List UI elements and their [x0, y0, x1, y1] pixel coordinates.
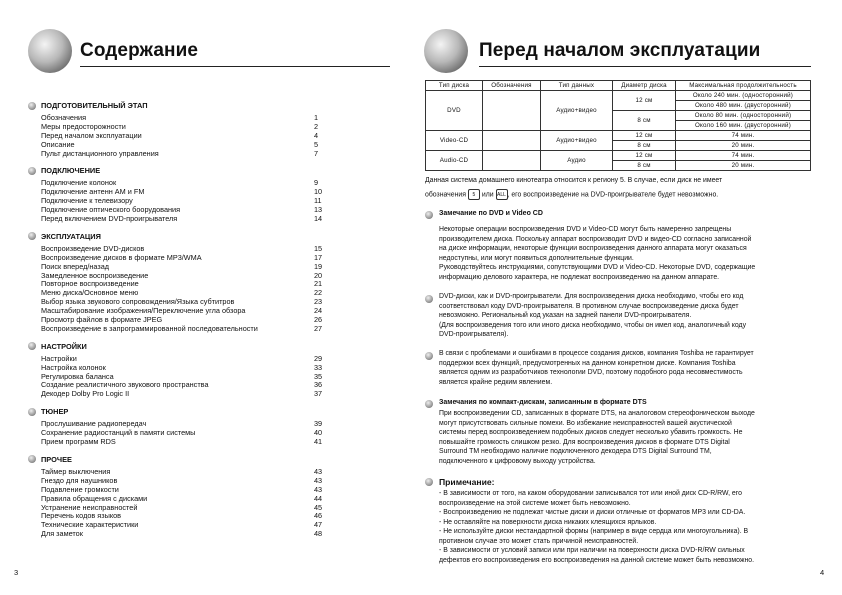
table-cell: Около 160 мин. (двусторонний) [676, 121, 811, 131]
toc-item-label: Технические характеристики [41, 521, 139, 530]
table-cell: 74 мин. [676, 151, 811, 161]
toc-item-label: Масштабирование изображения/Переключение угла обзора [41, 307, 246, 316]
paragraph-line: Некоторые операции воспроизведения DVD и Video-CD могут быть намеренно запрещены [439, 226, 732, 233]
bullet-icon [425, 211, 433, 219]
disc-type-table [425, 80, 811, 171]
paragraph-line: При воспроизведении CD, записанных в формате DTS, на аналоговом стереофоническом выходе [439, 410, 755, 417]
region-note-line [425, 189, 718, 200]
disc-logo-cell [483, 91, 541, 131]
table-cell: Video-CD [426, 131, 483, 151]
toc-item-label: Для заметок [41, 530, 83, 539]
region-5-icon: 5 [468, 189, 480, 200]
bullet-icon [425, 352, 433, 360]
toc-item-label: Подключение колонок [41, 179, 117, 188]
paragraph-line: производителем диска. Поскольку аппарат воспроизводит DVD и видео-CD согласно записанной [439, 235, 752, 243]
toc-item-page: 26 [314, 315, 323, 325]
paragraph-line: невозможно. Региональный код указан на задней панели DVD-проигрывателя. [439, 312, 692, 320]
toc-item-label: Устранение неисправностей [41, 503, 138, 512]
toc-item-label: Описание [41, 140, 75, 149]
paragraph-line: В связи с проблемами и ошибками в процессе создания дисков, компания Toshiba не гарантирует [439, 350, 754, 357]
toc-item-label: Подключение к телевизору [41, 197, 133, 206]
toc-item-page: 4 [314, 130, 319, 140]
paragraph-line: недоступны, или могут появиться дополнительные функции. [439, 254, 634, 262]
table-cell: Аудио+видео [541, 131, 613, 151]
toc-item-page: 41 [314, 437, 323, 447]
toc-item-label: Сохранение радиостанций в памяти системы [41, 429, 196, 438]
note-heading: Примечание: [439, 477, 495, 487]
table-row [426, 151, 811, 161]
toc-item-label: Меню диска/Основное меню [41, 289, 139, 298]
paragraph-line: - Воспроизведению не подлежат чистые диски и диски отличные от форматов MP3 или CD-DA. [439, 509, 746, 517]
paragraph-line: (Для воспроизведения того или иного диска необходимо, чтобы он имел код, аналогичный коду [439, 321, 747, 329]
toc-item-label: Прослушивание радиопередач [41, 420, 147, 429]
toc-item-page: 46 [314, 511, 323, 521]
header-rule [479, 66, 811, 67]
paragraph-line: противном случае это может стать причиной неисправностей. [439, 537, 639, 545]
region-note-text: или [481, 191, 494, 199]
note-paragraph [439, 225, 755, 282]
table-cell: 20 мин. [676, 161, 811, 171]
paragraph-line: подключенного к цифровому выходу устройства. [439, 457, 596, 465]
paragraph-line: информацию делового характера, не подлежат воспроизведению на данном аппарате. [439, 273, 720, 281]
table-header: Диаметр диска [613, 81, 676, 91]
paragraph-line: - В зависимости от условий записи или при наличии на поверхности диска DVD-R/RW сильных [439, 547, 745, 555]
toc-item-label: Настройки [41, 354, 77, 363]
paragraph-line: повышайте громкость слишком резко. Для воспроизведения дисков в формате DTS Digital [439, 438, 730, 446]
table-cell: Около 240 мин. (односторонний) [676, 91, 811, 101]
toc-item-label: Декодер Dolby Pro Logic II [41, 390, 130, 399]
table-cell: DVD [426, 91, 483, 131]
toc-item-page: 43 [314, 484, 323, 494]
paragraph-line: является крайне редким явлением. [439, 378, 553, 386]
table-header-row [426, 81, 811, 91]
page-number: 3 [14, 568, 19, 577]
table-cell: 8 см [613, 111, 676, 131]
toc-item-page: 35 [314, 371, 323, 381]
table-row [426, 91, 811, 101]
table-cell: Около 80 мин. (односторонний) [676, 111, 811, 121]
table-cell: 8 см [613, 161, 676, 171]
paragraph-line: Руководствуйтесь инструкциями, сопутствующими DVD и Video-CD. Некоторые DVD, содержащие [439, 264, 756, 272]
table-cell: Аудио+видео [541, 91, 613, 131]
toc-item-label: Подключение антенн AM и FM [41, 188, 145, 197]
note-heading: Замечание по DVD и Video CD [439, 210, 543, 217]
toc-item-page: 23 [314, 297, 323, 307]
toc-item-page: 24 [314, 306, 323, 316]
toc-item-page: 19 [314, 261, 323, 271]
toc-item-label: Подключение оптического боорудования [41, 206, 181, 215]
table-cell: Audio-CD [426, 151, 483, 171]
toc-item-label: Создание реалистичного звукового пространства [41, 381, 209, 390]
table-cell: Около 480 мин. (двусторонний) [676, 101, 811, 111]
toc-item-page: 37 [314, 389, 323, 399]
bullet-icon [425, 400, 433, 408]
toc-item-page: 40 [314, 428, 323, 438]
paragraph-line: на диске информации, некоторые функции воспроизведения данного аппарата могут оказаться [439, 245, 747, 253]
toc-item-page: 9 [314, 178, 319, 188]
toc-item-label: Обозначения [41, 114, 87, 122]
paragraph-line: является одним из разработчиков технологии DVD, поэтому подобного рода несовместимость [439, 369, 743, 377]
toc-item-label: Прием программ RDS [41, 438, 116, 447]
paragraph-line: - В зависимости от того, на каком оборудовании записывался тот или иной диск CD-R/RW, его [439, 490, 742, 497]
toc-item-page: 2 [314, 121, 319, 131]
toc-item-label: Перед включением DVD-проигрывателя [41, 215, 178, 224]
toc-item-label: Регулировка баланса [41, 372, 114, 381]
page-title: Перед началом эксплуатации [479, 40, 761, 61]
toc-item-page: 20 [314, 270, 323, 280]
table-cell: 20 мин. [676, 141, 811, 151]
toc-item-page: 47 [314, 520, 323, 530]
toc-item-label: Воспроизведение DVD-дисков [41, 244, 145, 253]
toc-item-label: Повторное воспроизведение [41, 280, 139, 289]
table-cell: 12 см [613, 151, 676, 161]
toc-heading-label: ЭКСПЛУАТАЦИЯ [41, 231, 101, 241]
toc-item-page: 43 [314, 475, 323, 485]
table-cell: 12 см [613, 131, 676, 141]
toc-heading-label: ПРОЧЕЕ [41, 454, 72, 464]
table-header: Тип данных [541, 81, 613, 91]
disc-logo-cell [483, 131, 541, 151]
toc-item-page: 39 [314, 419, 323, 429]
disc-logo-cell [483, 151, 541, 171]
toc-item-page: 27 [314, 323, 323, 333]
toc-item-page: 5 [314, 139, 319, 149]
toc-item-label: Настройка колонок [41, 363, 106, 372]
table-row [426, 131, 811, 141]
table-cell: 74 мин. [676, 131, 811, 141]
table-header: Обозначения [483, 81, 541, 91]
region-note-text: , его воспроизведение на DVD-проигрывателе будет невозможно. [507, 191, 719, 199]
toc-item-page: 14 [314, 214, 323, 224]
toc-item-page: 33 [314, 362, 323, 372]
toc-item-label: Меры предосторожности [41, 122, 126, 131]
toc-item-page: 7 [314, 148, 319, 158]
paragraph-line: могут присутствовать сильные помехи. Во избежание неисправностей вашей акустической [439, 419, 732, 427]
toc-item-label: Выбор языка звукового сопровождения/Языка субтитров [41, 298, 235, 307]
toc-item-label: Таймер выключения [41, 467, 111, 476]
paragraph-line: - Не используйте диски нестандартной формы (например в виде сердца или многоугольника). В [439, 528, 749, 536]
paragraph-line: DVD-диски, как и DVD-проигрыватели. Для воспроизведения диска необходимо, чтобы его код [439, 293, 744, 300]
table-header: Тип диска [426, 81, 483, 91]
toc-item-page: 29 [314, 353, 323, 363]
page-title: Содержание [80, 40, 199, 61]
toc-item-label: Перечень кодов языков [41, 512, 122, 521]
toc-item-page: 15 [314, 243, 323, 253]
toc-item-label: Поиск вперед/назад [41, 262, 110, 271]
toc-heading-label: ПОДГОТОВИТЕЛЬНЫЙ ЭТАП [41, 101, 148, 110]
paragraph-line: DVD-проигрывателя). [439, 331, 509, 339]
toc-item-page: 43 [314, 466, 323, 476]
toc-item-label: Пульт дистанционного управления [41, 149, 159, 158]
region-note-line: Данная система домашнего кинотеатра относится к региону 5. В случае, если диск не имеет [425, 177, 723, 184]
toc-item-label: Воспроизведение дисков в формате MP3/WMA [41, 253, 202, 262]
toc-item-page: 36 [314, 380, 323, 390]
bullet-icon [425, 295, 433, 303]
toc-item-page: 17 [314, 252, 323, 262]
toc-item-page: 45 [314, 502, 323, 512]
paragraph-line: дефектов его воспроизведения его воспроизведения на данной системе может быть невозможно. [439, 556, 755, 564]
table-header: Максимальная продолжительность [676, 81, 811, 91]
toc-item-label: Перед началом эксплуатации [41, 131, 142, 140]
toc-item-page: 1 [314, 113, 319, 122]
toc-item-page: 13 [314, 205, 323, 215]
toc-heading-label: НАСТРОЙКИ [41, 341, 87, 351]
toc-heading-label: ПОДКЛЮЧЕНИЕ [41, 166, 101, 176]
table-cell: 8 см [613, 141, 676, 151]
page-number: 4 [820, 568, 825, 577]
bullet-icon [425, 478, 433, 486]
paragraph-line: поддержки всех функций, предусмотренных на данном конкретном диске. Компания Toshiba [439, 359, 736, 367]
header-sphere-icon [424, 29, 468, 73]
paragraph-line: соответствовал коду DVD-проигрывателя. В противном случае воспроизведение диска будет [439, 302, 739, 310]
toc-item-page: 10 [314, 187, 323, 197]
toc-item-label: Замедленное воспроизведение [41, 271, 149, 280]
table-cell: 12 см [613, 91, 676, 111]
toc-item-page: 21 [314, 279, 323, 289]
paragraph-line: системы перед воспроизведением подобных дисков следует несколько убавить громкость. Не [439, 429, 743, 437]
region-all-icon: ALL [496, 189, 508, 200]
note-heading: Замечания по компакт-дискам, записанным в формате DTS [439, 399, 647, 406]
toc-item-page: 44 [314, 493, 323, 503]
toc-item-page: 11 [314, 196, 322, 206]
paragraph-line: воспроизведение на этой системе может быть невозможно. [439, 499, 631, 507]
toc-item-label: Подавление громкости [41, 485, 119, 494]
note-paragraph [439, 409, 755, 466]
toc-item-label: Гнездо для наушников [41, 476, 118, 485]
note-paragraph [439, 349, 754, 387]
paragraph-line: - Не оставляйте на поверхности диска никаких клеящихся ярлыков. [439, 518, 657, 526]
toc-item-label: Воспроизведение в запрограммированной последовательности [41, 324, 258, 333]
toc-item-page: 22 [314, 288, 323, 298]
region-note-text: обозначения [425, 191, 466, 199]
toc-item-label: Просмотр файлов в формате JPEG [41, 316, 163, 325]
note-paragraph [439, 489, 754, 565]
toc-heading-label: ТЮНЕР [41, 407, 69, 417]
table-cell: Аудио [541, 151, 613, 171]
paragraph-line: Surround TM необходимо наличие подключенного декодера DTS Digital Surround TM, [439, 448, 712, 456]
note-paragraph [439, 292, 746, 340]
toc-item-page: 48 [314, 529, 323, 539]
toc-item-label: Правила обращения с дисками [41, 494, 148, 503]
